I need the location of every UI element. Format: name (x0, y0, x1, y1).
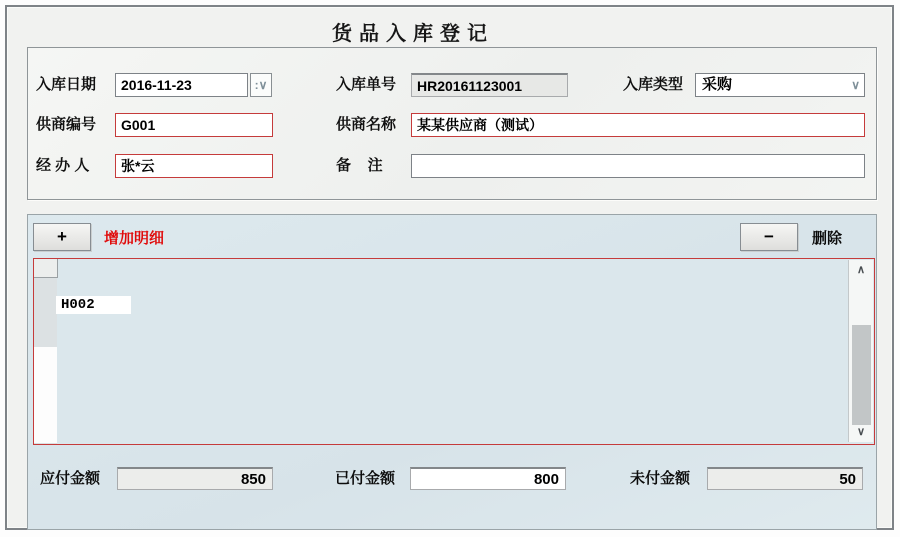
remarks-input[interactable] (411, 154, 865, 178)
grid-row-header-blank (34, 347, 57, 443)
grid-corner-cell[interactable] (34, 259, 58, 278)
delete-detail-button[interactable] (740, 223, 798, 251)
entry-type-combobox[interactable] (695, 73, 865, 97)
grid-cell-item-code[interactable]: H002 (56, 296, 131, 314)
date-picker-dropdown-button[interactable] (250, 73, 272, 97)
scroll-up-icon[interactable]: ∧ (856, 264, 866, 276)
paid-amount-field[interactable]: 800 (410, 467, 566, 490)
plus-icon: + (57, 227, 67, 246)
supplier-name-label: 供商名称 (336, 116, 397, 133)
minus-icon: − (764, 227, 774, 246)
grid-row-header-column (34, 259, 57, 444)
scroll-down-icon[interactable]: ∨ (856, 426, 866, 438)
paid-amount-label: 已付金额 (335, 470, 396, 487)
unpaid-amount-label: 未付金额 (630, 470, 691, 487)
unpaid-amount-field: 50 (707, 467, 863, 490)
entry-type-label: 入库类型 (623, 76, 684, 93)
entry-no-label: 入库单号 (336, 76, 397, 93)
entry-no-input (411, 73, 568, 97)
payable-amount-field: 850 (117, 467, 273, 490)
page-title: 货品入库登记 (332, 21, 494, 45)
chevron-down-icon: ∨ (851, 78, 860, 92)
header-form-panel (27, 47, 877, 200)
add-detail-button[interactable] (33, 223, 91, 251)
date-dropdown-icon: :∨ (254, 78, 268, 92)
handler-input[interactable] (115, 154, 273, 178)
supplier-code-label: 供商编号 (36, 116, 97, 133)
detail-panel (27, 214, 877, 530)
scrollbar-thumb[interactable] (852, 325, 871, 425)
entry-date-label: 入库日期 (36, 76, 97, 93)
handler-label: 经 办 人 (36, 157, 90, 174)
goods-entry-window (5, 5, 894, 530)
delete-detail-label: 删除 (812, 230, 843, 247)
detail-grid[interactable] (33, 258, 875, 445)
grid-vertical-scrollbar[interactable] (848, 260, 873, 442)
payable-amount-label: 应付金额 (40, 470, 101, 487)
add-detail-label: 增加明细 (104, 230, 165, 247)
supplier-name-input[interactable] (411, 113, 865, 137)
supplier-code-input[interactable] (115, 113, 273, 137)
entry-date-input[interactable] (115, 73, 248, 97)
remarks-label: 备 注 (336, 157, 383, 174)
entry-type-value: 采购 (702, 76, 733, 93)
